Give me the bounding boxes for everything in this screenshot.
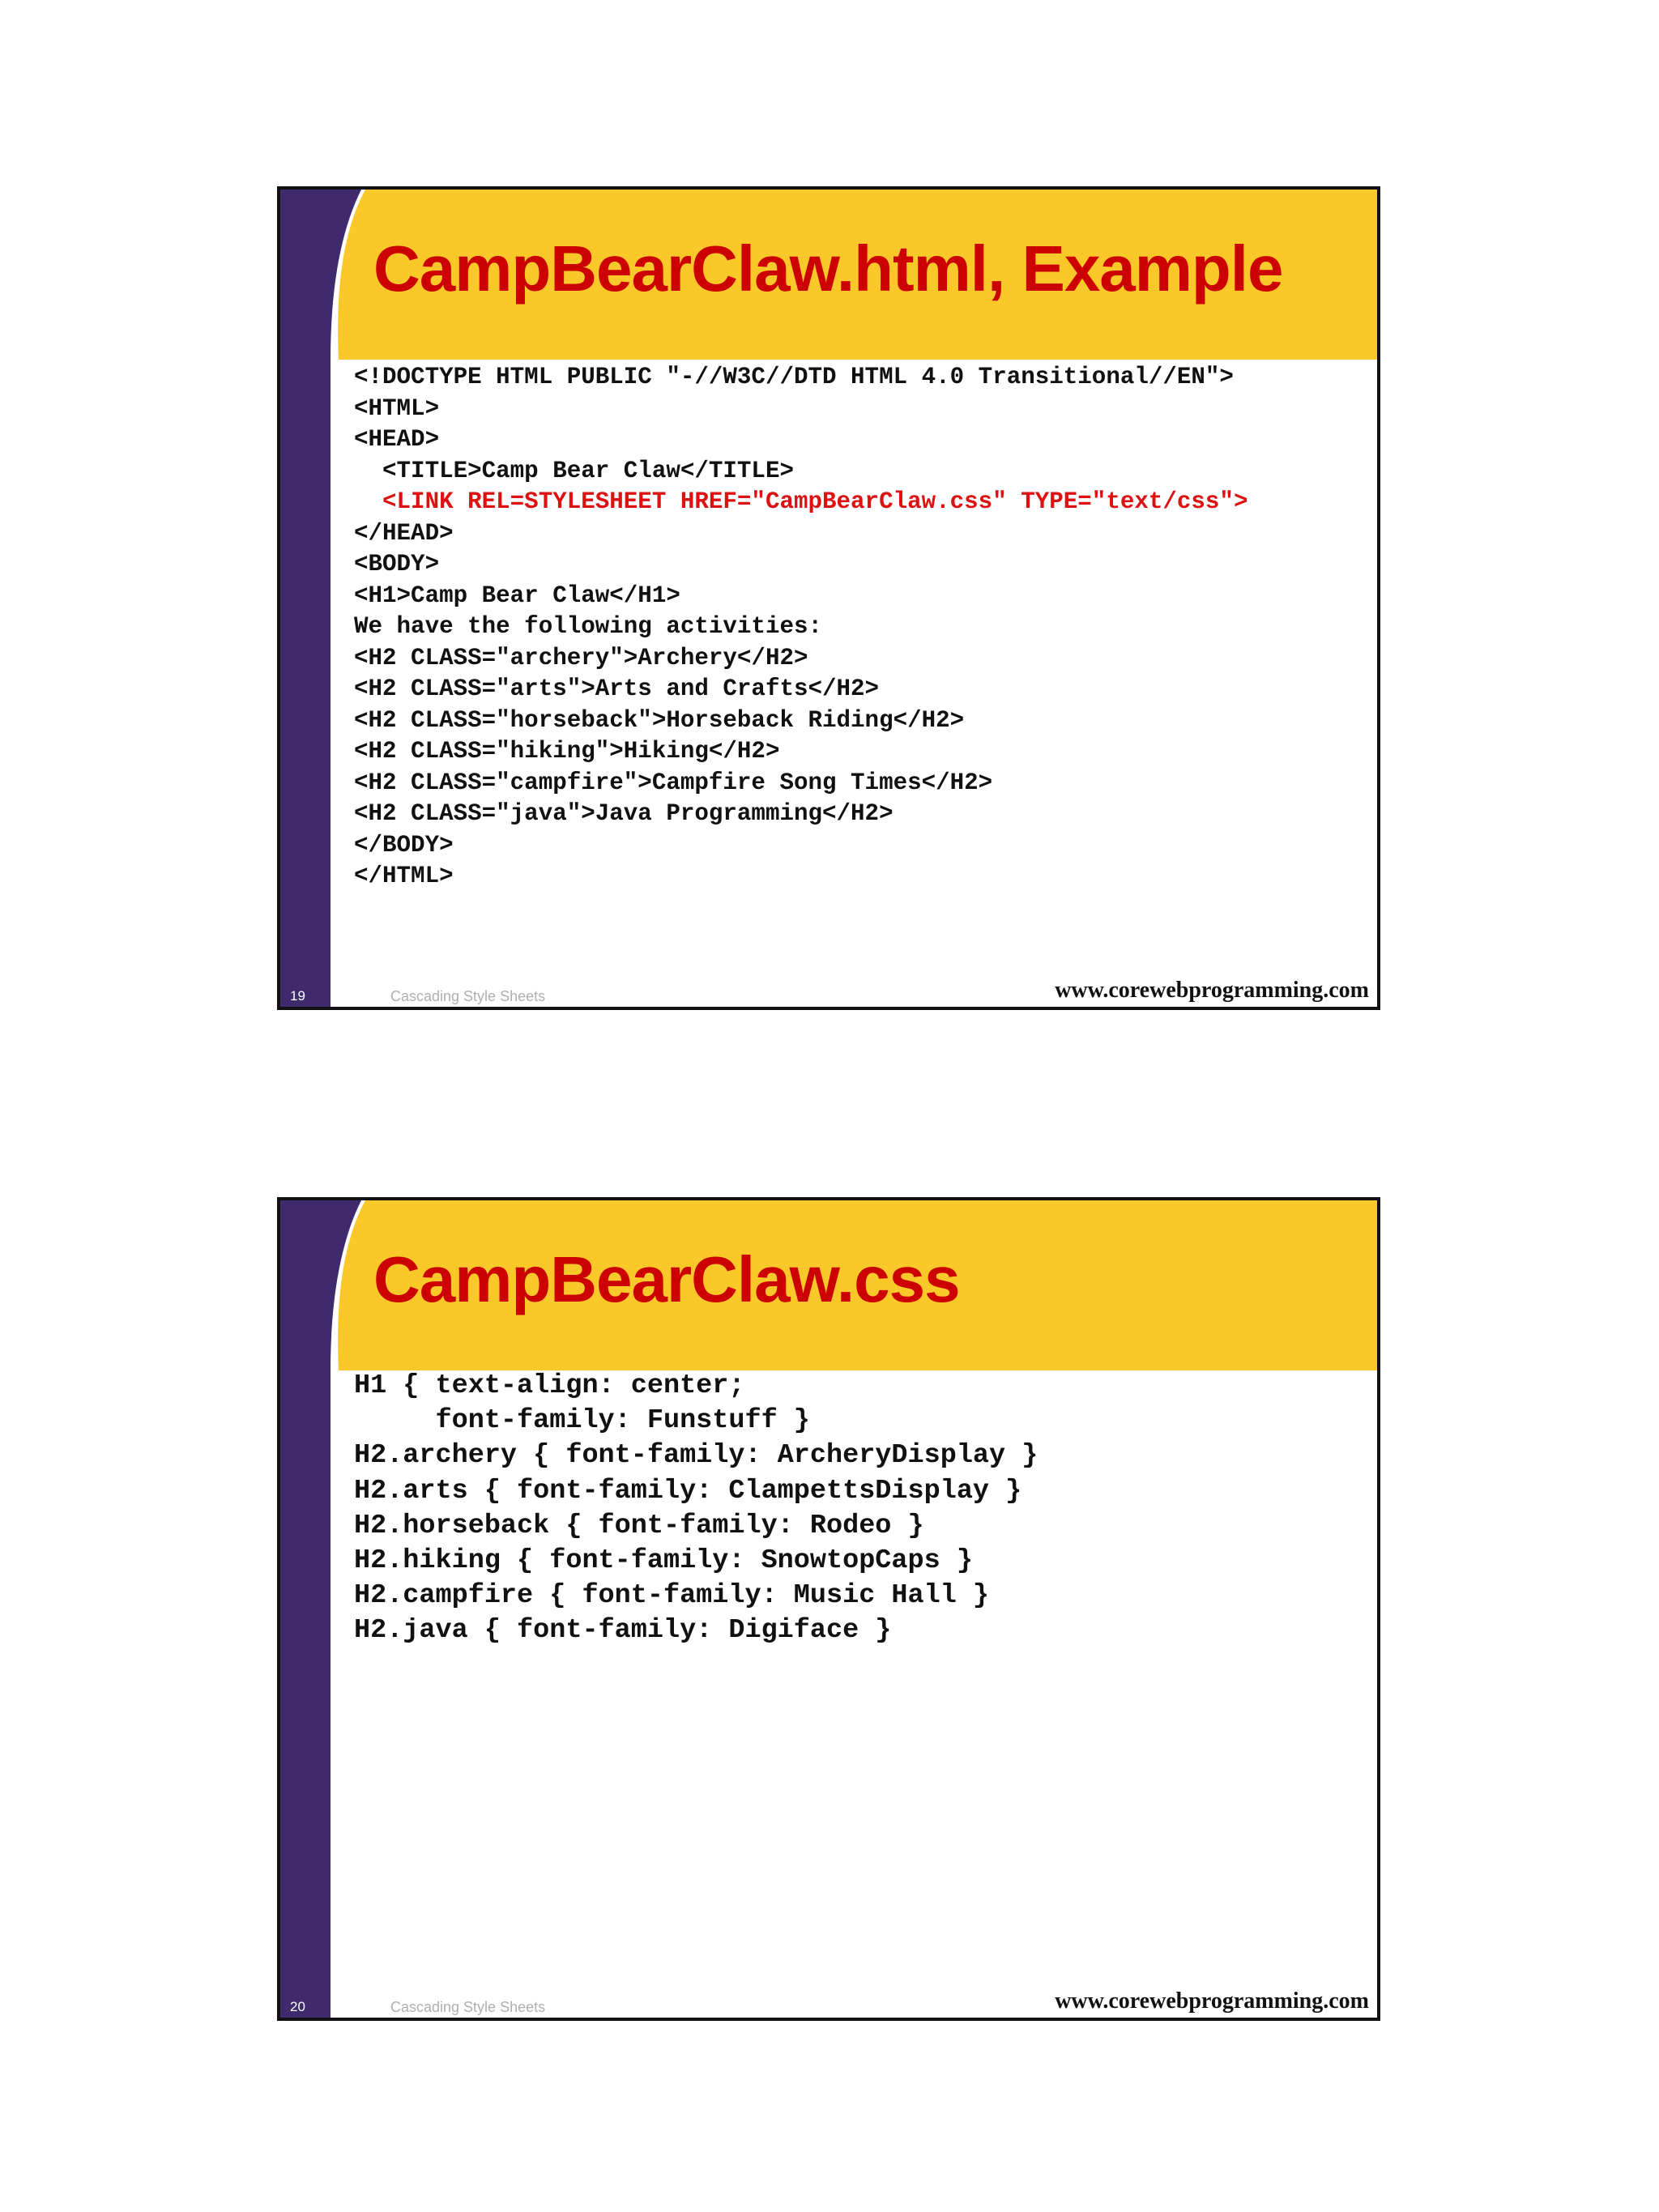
code-block xyxy=(354,362,1247,893)
footer-url: www.corewebprogramming.com xyxy=(1055,1988,1369,2014)
code-line: H2.java { font-family: Digiface } xyxy=(354,1615,892,1647)
code-line: H2.archery { font-family: ArcheryDisplay } xyxy=(354,1440,1038,1472)
code-line: H1 { text-align: center; xyxy=(354,1370,745,1401)
code-line: H2.arts { font-family: ClampettsDisplay } xyxy=(354,1475,1022,1507)
code-line: H2.hiking { font-family: SnowtopCaps } xyxy=(354,1545,973,1577)
footer-label: Cascading Style Sheets xyxy=(390,1999,546,2015)
footer-label: Cascading Style Sheets xyxy=(390,988,546,1004)
page-number: 19 xyxy=(290,988,305,1004)
code-line: <H2 CLASS="archery">Archery</H2> xyxy=(354,644,808,671)
code-line: H2.horseback { font-family: Rodeo } xyxy=(354,1510,924,1541)
code-line: </HEAD> xyxy=(354,519,454,547)
code-line: <H1>Camp Bear Claw</H1> xyxy=(354,582,680,609)
slide-20 xyxy=(277,1197,1380,2021)
code-line: </BODY> xyxy=(354,831,454,859)
code-line: <HTML> xyxy=(354,394,440,422)
code-line: <H2 CLASS="arts">Arts and Crafts</H2> xyxy=(354,676,880,702)
footer-url: www.corewebprogramming.com xyxy=(1055,978,1369,1003)
code-line: <H2 CLASS="java">Java Programming</H2> xyxy=(354,800,893,827)
code-line: <HEAD> xyxy=(354,426,440,453)
code-line: <BODY> xyxy=(354,551,440,578)
code-line: <TITLE>Camp Bear Claw</TITLE> xyxy=(354,457,794,484)
slide-title: CampBearClaw.html, Example xyxy=(373,232,1283,305)
code-line: We have the following activities: xyxy=(354,613,823,640)
code-line: <H2 CLASS="hiking">Hiking</H2> xyxy=(354,738,780,765)
code-line-highlighted: <LINK REL=STYLESHEET HREF="CampBearClaw.css" TYPE="text/css"> xyxy=(354,488,1248,515)
page-number: 20 xyxy=(290,1999,305,2014)
code-line: </HTML> xyxy=(354,863,454,889)
code-block xyxy=(354,1369,1038,1649)
slide-title: CampBearClaw.css xyxy=(373,1243,960,1315)
code-line: <H2 CLASS="horseback">Horseback Riding</H2> xyxy=(354,706,965,734)
code-line: <H2 CLASS="campfire">Campfire Song Times</H2> xyxy=(354,769,993,796)
slide-19 xyxy=(277,186,1380,1010)
code-line: H2.campfire { font-family: Music Hall } xyxy=(354,1580,990,1612)
code-line: font-family: Funstuff } xyxy=(354,1405,810,1437)
code-line: <!DOCTYPE HTML PUBLIC "-//W3C//DTD HTML 4.0 Transitional//EN"> xyxy=(354,364,1234,390)
